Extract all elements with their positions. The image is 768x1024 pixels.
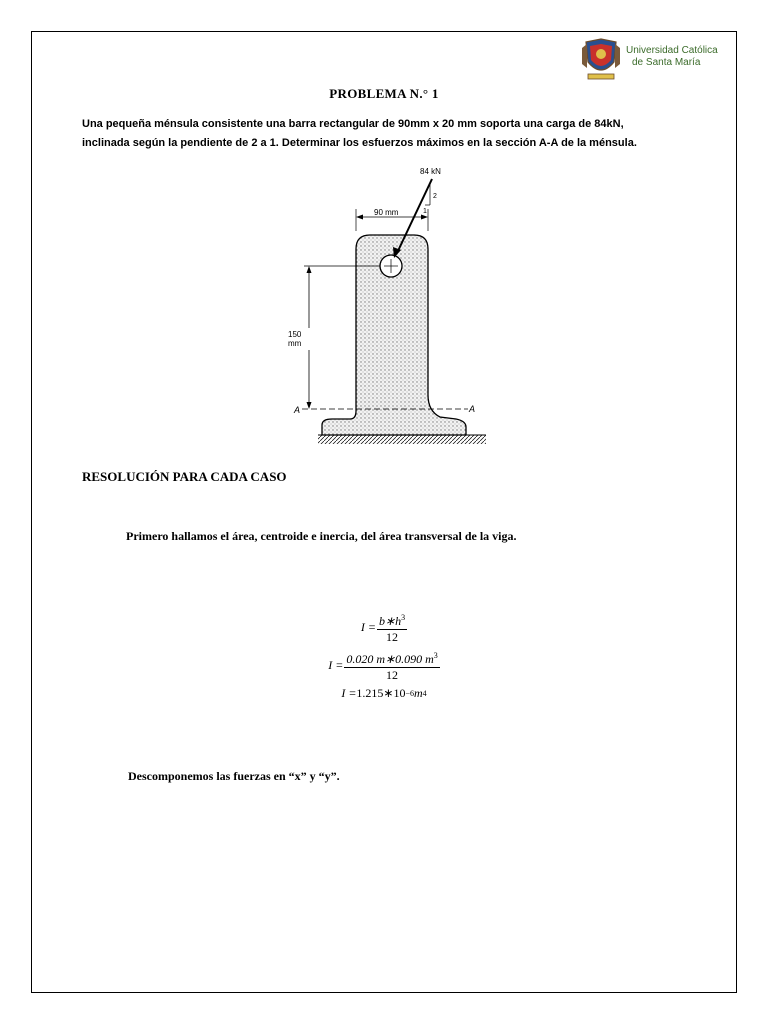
equation-3 [0, 686, 768, 701]
eq1-denominator: 12 [386, 630, 399, 644]
width-label: 90 mm [374, 208, 399, 217]
height-unit-label: mm [288, 339, 302, 348]
eq1-numerator-exponent: 3 [401, 613, 406, 622]
section-heading: RESOLUCIÓN PARA CADA CASO [82, 469, 287, 484]
eq2-numerator: 0.020 m∗0.090 m [346, 652, 434, 666]
crest-icon [580, 38, 622, 82]
ground-hatch [318, 435, 486, 444]
eq1-numerator: b∗h [379, 614, 402, 628]
institution-name-line1: Universidad Católica [626, 45, 718, 56]
section-label-left: A [294, 405, 301, 415]
eq3-unit: m [414, 686, 423, 700]
slope-vertical-label: 2 [433, 193, 437, 200]
institution-name-line2: de Santa María [632, 57, 701, 68]
bracket-diagram [280, 165, 495, 455]
problem-statement [82, 115, 702, 153]
statement-line-2: inclinada según la pendiente de 2 a 1. Determinar los esfuerzos máximos en la sección A-A de la ménsula. [82, 137, 637, 149]
eq3-value: 1.215∗10 [356, 686, 406, 700]
equation-1 [0, 610, 768, 644]
university-logo [580, 38, 740, 84]
eq2-denominator: 12 [386, 668, 399, 682]
step1-text: Primero hallamos el área, centroide e inercia, del área transversal de la viga. [126, 529, 517, 543]
eq3-lhs: I = [341, 686, 357, 700]
eq2-numerator-exponent: 3 [433, 651, 438, 660]
height-value-label: 150 [288, 330, 302, 339]
slope-horizontal-label: 1 [423, 208, 427, 215]
equation-2 [0, 648, 768, 682]
statement-line-1: Una pequeña ménsula consistente una barra rectangular de 90mm x 20 mm soporta una carga de 84kN, [82, 118, 624, 130]
problem-title: PROBLEMA N.° 1 [329, 86, 439, 101]
eq3-unit-exponent: 4 [422, 689, 427, 698]
bracket-figure [280, 165, 495, 455]
eq1-lhs: I = [360, 619, 377, 634]
step2-text: Descomponemos las fuerzas en “x” y “y”. [128, 769, 340, 783]
section-label-right: A [469, 404, 476, 414]
eq2-lhs: I = [328, 657, 344, 672]
load-label: 84 kN [420, 167, 441, 176]
eq3-exponent: −6 [405, 689, 414, 698]
